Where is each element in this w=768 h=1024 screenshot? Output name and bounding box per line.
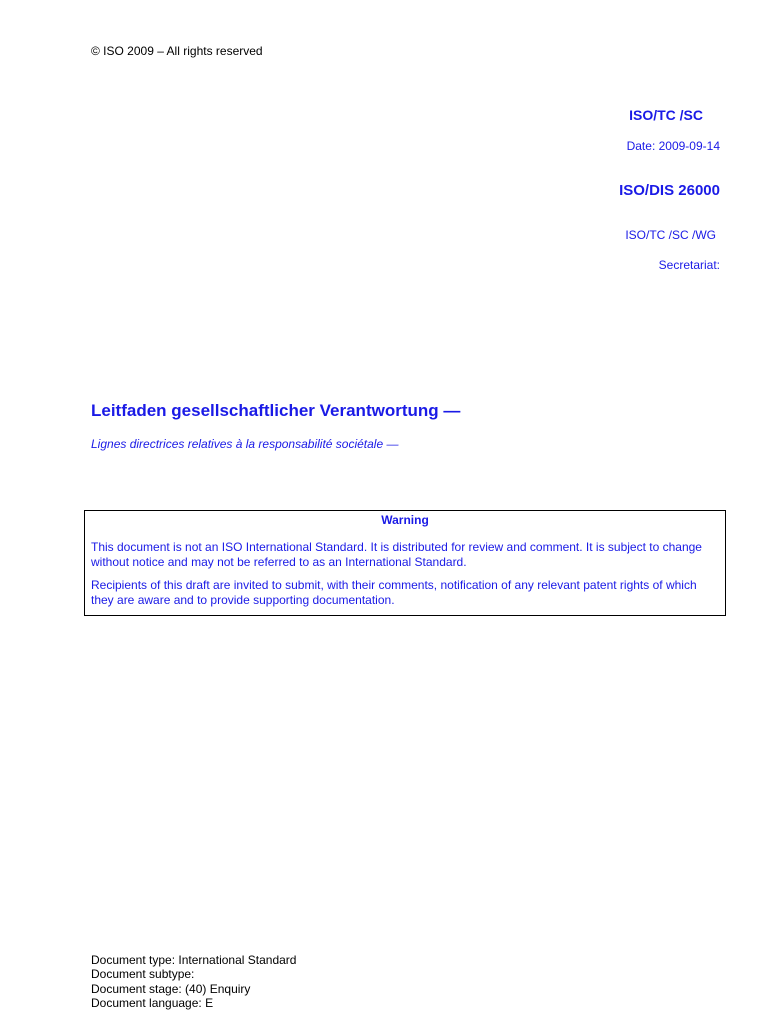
document-language: Document language: E: [91, 995, 214, 1010]
document-type: Document type: International Standard: [91, 953, 297, 967]
warning-paragraph-status: This document is not an ISO International Standard. It is distributed for review and comment. It is subject to change without notice and may not be referred to as an International Standard.: [91, 540, 702, 569]
copyright-notice: © ISO 2009 – All rights reserved: [91, 44, 263, 58]
document-stage: Document stage: (40) Enquiry: [91, 981, 251, 996]
secretariat-label: Secretariat:: [658, 258, 720, 272]
document-date: Date: 2009-09-14: [626, 139, 720, 153]
warning-heading: Warning: [381, 513, 429, 527]
warning-box: [84, 510, 726, 616]
document-number: ISO/DIS 26000: [619, 182, 720, 199]
warning-paragraph-patents: Recipients of this draft are invited to submit, with their comments, notification of any relevant patent rights of which they are aware and to provide supporting documentation.: [91, 578, 697, 607]
document-title-french: Lignes directrices relatives à la responsabilité sociétale —: [91, 437, 399, 451]
document-info: [91, 953, 296, 1010]
document-title: Leitfaden gesellschaftlicher Verantwortung —: [91, 401, 461, 420]
committee-reference: ISO/TC /SC: [629, 107, 703, 123]
working-group-reference: ISO/TC /SC /WG: [625, 228, 716, 242]
document-subtype: Document subtype:: [91, 967, 195, 982]
